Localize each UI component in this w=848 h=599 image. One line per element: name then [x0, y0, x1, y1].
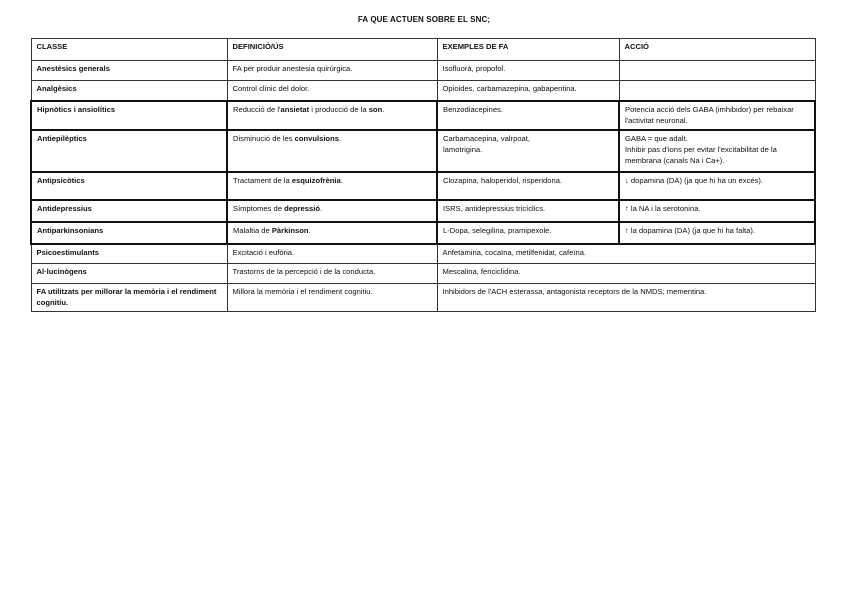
- cell-exemples: [437, 130, 619, 172]
- cell-definicio: [227, 130, 437, 172]
- definicio-keyword: Pàrkinson: [271, 225, 309, 235]
- exemples-line: lamotrigina.: [443, 144, 483, 154]
- table-row: [31, 61, 815, 81]
- table-row: [31, 172, 815, 200]
- accio-line: Inhibir pas d'ions per evitar l'excitabilitat de la membrana (canals Na i Ca+).: [625, 144, 777, 165]
- definicio-text: Tractament de la: [233, 175, 292, 185]
- cell-classe: Antiparkinsonians: [31, 222, 227, 244]
- cell-exemples: Opioides, carbamazepina, gabapentina.: [437, 81, 619, 101]
- cell-definicio: [227, 101, 437, 130]
- definicio-text: .: [308, 225, 311, 235]
- definicio-keyword: esquizofrènia: [291, 175, 341, 185]
- definicio-keyword: depressió: [284, 203, 320, 213]
- cell-definicio: [227, 200, 437, 222]
- cell-classe: Antipsicòtics: [31, 172, 227, 200]
- cell-accio: [619, 61, 815, 81]
- cell-accio: [619, 81, 815, 101]
- definicio-text: .: [340, 175, 343, 185]
- cell-accio: ↑ la NA i la serotonina.: [619, 200, 815, 222]
- definicio-text: .: [319, 203, 323, 213]
- definicio-text: Símptomes de: [233, 203, 285, 213]
- cell-classe: FA utilitzats per millorar la memòria i el rendiment cognitiu.: [31, 284, 227, 312]
- definicio-keyword: son: [368, 104, 383, 114]
- header-exemples: EXEMPLES DE FA: [437, 39, 619, 61]
- table-row: [31, 81, 815, 101]
- table-row: [31, 101, 815, 130]
- cell-accio: [619, 130, 815, 172]
- definicio-text: .: [382, 104, 385, 114]
- cell-definicio: Millora la memòria i el rendiment cognitiu.: [227, 284, 437, 312]
- definicio-keyword: ansietat: [280, 104, 310, 114]
- table-row: [31, 200, 815, 222]
- cell-exemples: ISRS, antidepressius tricíclics.: [437, 200, 619, 222]
- cell-definicio: Control clínic del dolor.: [227, 81, 437, 101]
- cell-exemples: L-Dopa, selegilina, pramipexole.: [437, 222, 619, 244]
- cell-exemples: Clozapina, haloperidol, risperidona.: [437, 172, 619, 200]
- table-row: [31, 264, 815, 284]
- definicio-text: Disminució de les: [233, 133, 295, 143]
- document-title: FA QUE ACTUEN SOBRE EL SNC;: [357, 15, 491, 24]
- header-classe: CLASSE: [31, 39, 227, 61]
- cell-classe: Antiepilèptics: [31, 130, 227, 172]
- cell-exemples: Anfetamina, cocaïna, metilfenidat, cafeïna.: [437, 244, 815, 264]
- drug-table: [30, 38, 816, 312]
- definicio-text: Malaltia de: [233, 225, 272, 235]
- table-row: [31, 284, 815, 312]
- cell-definicio: Excitació i eufòria.: [227, 244, 437, 264]
- definicio-text: .: [338, 133, 342, 143]
- table-row: [31, 130, 815, 172]
- cell-definicio: Trastorns de la percepció i de la conducta.: [227, 264, 437, 284]
- cell-definicio: [227, 172, 437, 200]
- cell-definicio: [227, 222, 437, 244]
- cell-classe: Anestèsics generals: [31, 61, 227, 81]
- cell-classe: Antidepressius: [31, 200, 227, 222]
- cell-accio: ↑ la dopamina (DA) (ja que hi ha falta).: [619, 222, 815, 244]
- cell-accio: Potencia acció dels GABA (imhibidor) per rebaixar l'activitat neuronal.: [619, 101, 815, 130]
- cell-classe: Hipnòtics i ansiolítics: [31, 101, 227, 130]
- definicio-keyword: convulsions: [294, 133, 339, 143]
- header-accio: ACCIÓ: [619, 39, 815, 61]
- table-row: [31, 222, 815, 244]
- accio-line: GABA = que adalt.: [625, 133, 688, 143]
- definicio-text: Reducció de l': [233, 104, 281, 114]
- table-header-row: [31, 39, 815, 61]
- cell-exemples: Benzodiacepines.: [437, 101, 619, 130]
- exemples-line: Carbamacepina, valrpoat,: [443, 133, 530, 143]
- cell-classe: Psicoestimulants: [31, 244, 227, 264]
- definicio-text: i producció de la: [309, 104, 369, 114]
- cell-exemples: Mescalina, fenciclidina.: [437, 264, 815, 284]
- cell-exemples: Inhibidors de l'ACH esterassa, antagonista receptors de la NMDS; mementina.: [437, 284, 815, 312]
- cell-definicio: FA per produir anestesia quirúrgica.: [227, 61, 437, 81]
- cell-classe: Analgèsics: [31, 81, 227, 101]
- table-row: [31, 244, 815, 264]
- header-definicio: DEFINICIÓ/ÚS: [227, 39, 437, 61]
- cell-accio: ↓ dopamina (DA) (ja que hi ha un excés).: [619, 172, 815, 200]
- cell-classe: Al·lucinògens: [31, 264, 227, 284]
- cell-exemples: Isofluorà, propofol.: [437, 61, 619, 81]
